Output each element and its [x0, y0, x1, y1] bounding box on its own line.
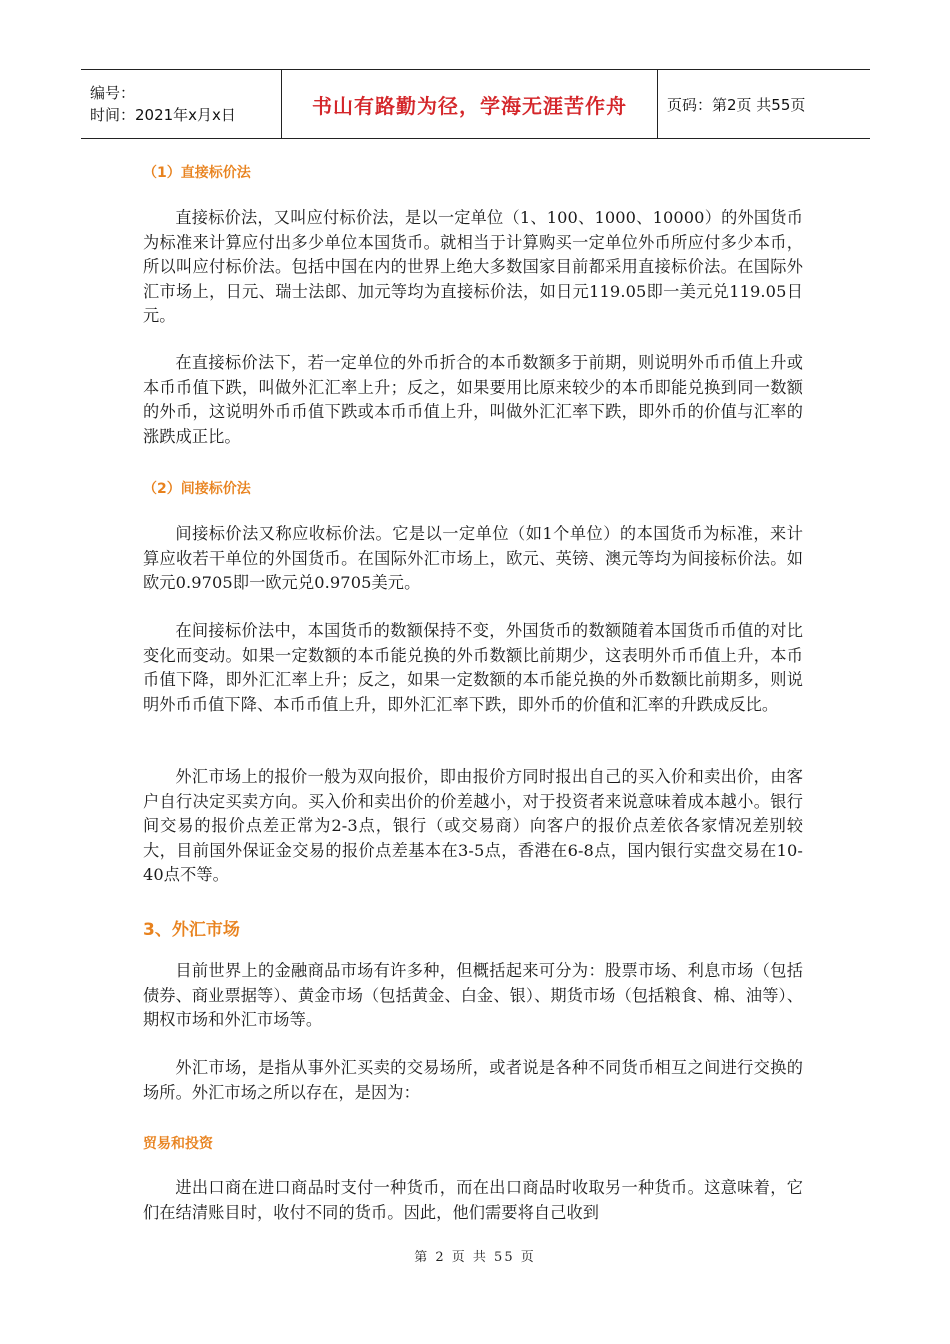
paragraph-indirect-quote-definition: 间接标价法又称应收标价法。它是以一定单位（如1个单位）的本国货币为标准，来计算应收若干单位的外国货币。在国际外汇市场上，欧元、英镑、澳元等均为间接标价法。如欧元0.9705即一欧元兑0.9705美元。: [143, 524, 803, 593]
paragraph-bid-ask-quote: 外汇市场上的报价一般为双向报价，即由报价方同时报出自己的买入价和卖出价，由客户自行决定买卖方向。买入价和卖出价的价差越小，对于投资者来说意味着成本越小。银行间交易的报价点差正常为2-3点，银行（或交易商）向客户的报价点差依各家情况差别较大，目前国外保证金交易的报价点差基本在3-5点，香港在6-8点，国内银行实盘交易在10-40点不等。: [143, 767, 803, 885]
paragraph-financial-markets: 目前世界上的金融商品市场有许多种，但概括起来可分为：股票市场、利息市场（包括债券、商业票据等）、黄金市场（包括黄金、白金、银）、期货市场（包括粮食、棉、油等）、期权市场和外汇市场等。: [143, 961, 803, 1030]
header-page-info: 页码：第2页 共55页: [667, 95, 806, 114]
header-left-cell: [81, 70, 282, 138]
section-heading-fx-market: 3、外汇市场: [143, 920, 240, 940]
page-footer: 第 2 页 共 55 页: [414, 1250, 536, 1265]
section-heading-direct-quote: （1）直接标价法: [143, 165, 251, 181]
document-date: 时间：2021年x月x日: [90, 106, 236, 124]
header-table: [81, 69, 870, 139]
header-motto: 书山有路勤为径，学海无涯苦作舟: [282, 70, 658, 138]
paragraph-indirect-quote-change: 在间接标价法中，本国货币的数额保持不变，外国货币的数额随着本国货币币值的对比变化而变动。如果一定数额的本币能兑换的外币数额比前期少，这表明外币币值上升，本币币值下降，即外汇汇率上升；反之，如果一定数额的本币能兑换的外币数额比前期多，则说明外币币值下降、本币币值上升，即外汇汇率下跌，即外币的价值和汇率的升跌成反比。: [143, 621, 803, 714]
document-number: 编号：: [90, 84, 136, 102]
paragraph-direct-quote-change: 在直接标价法下，若一定单位的外币折合的本币数额多于前期，则说明外币币值上升或本币币值下跌，叫做外汇汇率上升；反之，如果要用比原来较少的本币即能兑换到同一数额的外币，这说明外币币值下跌或本币币值上升，叫做外汇汇率下跌，即外币的价值与汇率的涨跌成正比。: [143, 353, 803, 446]
paragraph-direct-quote-definition: 直接标价法，又叫应付标价法，是以一定单位（1、100、1000、10000）的外国货币为标准来计算应付出多少单位本国货币。就相当于计算购买一定单位外币所应付多少本币，所以叫应付标价法。包括中国在内的世界上绝大多数国家目前都采用直接标价法。在国际外汇市场上，日元、瑞士法郎、加元等均为直接标价法，如日元119.05即一美元兑119.05日元。: [143, 208, 803, 326]
paragraph-trade-investment: 进出口商在进口商品时支付一种货币，而在出口商品时收取另一种货币。这意味着，它们在结清账目时，收付不同的货币。因此，他们需要将自己收到: [143, 1178, 803, 1222]
paragraph-fx-market-definition: 外汇市场，是指从事外汇买卖的交易场所，或者说是各种不同货币相互之间进行交换的场所。外汇市场之所以存在，是因为：: [143, 1058, 803, 1102]
section-heading-trade-investment: 贸易和投资: [143, 1136, 213, 1152]
section-heading-indirect-quote: （2）间接标价法: [143, 481, 251, 497]
